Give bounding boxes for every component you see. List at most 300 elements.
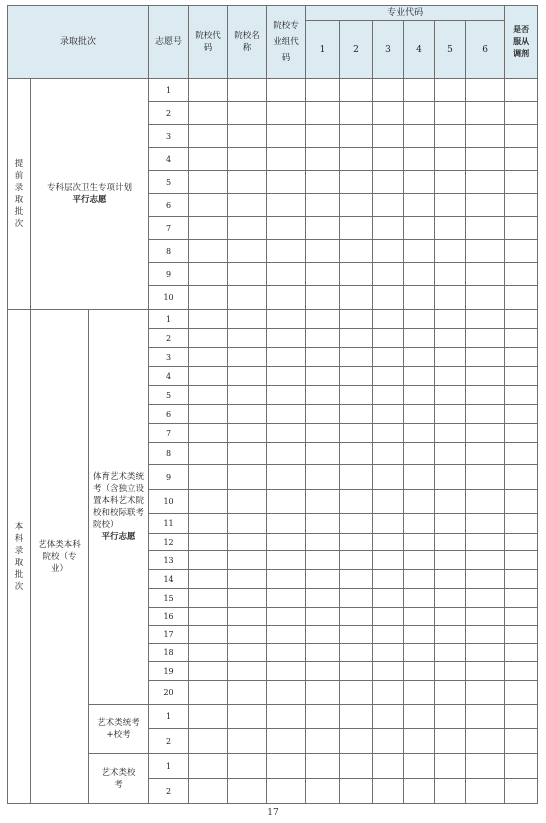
- early-row-6-major-4-cell[interactable]: [404, 194, 435, 217]
- unified-row-13-group-code-cell[interactable]: [267, 551, 306, 570]
- unified-row-3-major-6-cell[interactable]: [466, 348, 505, 367]
- unified-row-17-major-1-cell[interactable]: [306, 626, 340, 644]
- early-row-9-major-5-cell[interactable]: [435, 263, 466, 286]
- early-row-8-adjust-cell[interactable]: [505, 240, 538, 263]
- early-row-10-group-code-cell[interactable]: [267, 286, 306, 310]
- unified-row-12-school-name-cell[interactable]: [228, 534, 267, 551]
- unified-row-14-major-5-cell[interactable]: [435, 570, 466, 589]
- early-row-3-school-code-cell[interactable]: [189, 125, 228, 148]
- early-row-2-major-4-cell[interactable]: [404, 102, 435, 125]
- unified-row-19-school-name-cell[interactable]: [228, 662, 267, 681]
- unified-row-19-adjust-cell[interactable]: [505, 662, 538, 681]
- unified-row-6-major-2-cell[interactable]: [340, 405, 373, 424]
- school-exam-row-2-major-6-cell[interactable]: [466, 779, 505, 804]
- unified-row-9-major-3-cell[interactable]: [373, 465, 404, 490]
- unified-row-11-major-3-cell[interactable]: [373, 514, 404, 534]
- unified-row-8-major-4-cell[interactable]: [404, 443, 435, 465]
- unified-row-20-major-4-cell[interactable]: [404, 681, 435, 705]
- unified-row-13-major-3-cell[interactable]: [373, 551, 404, 570]
- early-row-9-major-6-cell[interactable]: [466, 263, 505, 286]
- school-exam-row-2-adjust-cell[interactable]: [505, 779, 538, 804]
- unified-row-16-major-6-cell[interactable]: [466, 608, 505, 626]
- joint-row-2-major-4-cell[interactable]: [404, 729, 435, 754]
- unified-row-15-major-4-cell[interactable]: [404, 589, 435, 608]
- early-row-10-school-name-cell[interactable]: [228, 286, 267, 310]
- unified-row-14-major-6-cell[interactable]: [466, 570, 505, 589]
- unified-row-20-major-5-cell[interactable]: [435, 681, 466, 705]
- early-row-1-school-code-cell[interactable]: [189, 79, 228, 102]
- unified-row-2-major-1-cell[interactable]: [306, 329, 340, 348]
- unified-row-2-school-code-cell[interactable]: [189, 329, 228, 348]
- unified-row-19-major-6-cell[interactable]: [466, 662, 505, 681]
- early-row-9-school-name-cell[interactable]: [228, 263, 267, 286]
- unified-row-7-group-code-cell[interactable]: [267, 424, 306, 443]
- unified-row-1-major-6-cell[interactable]: [466, 310, 505, 329]
- early-row-10-school-code-cell[interactable]: [189, 286, 228, 310]
- unified-row-6-school-code-cell[interactable]: [189, 405, 228, 424]
- early-row-4-school-name-cell[interactable]: [228, 148, 267, 171]
- early-row-1-major-4-cell[interactable]: [404, 79, 435, 102]
- unified-row-8-major-1-cell[interactable]: [306, 443, 340, 465]
- unified-row-20-major-6-cell[interactable]: [466, 681, 505, 705]
- unified-row-5-major-3-cell[interactable]: [373, 386, 404, 405]
- early-row-5-major-3-cell[interactable]: [373, 171, 404, 194]
- unified-row-6-adjust-cell[interactable]: [505, 405, 538, 424]
- early-row-5-adjust-cell[interactable]: [505, 171, 538, 194]
- early-row-9-major-3-cell[interactable]: [373, 263, 404, 286]
- school-exam-row-1-major-3-cell[interactable]: [373, 754, 404, 779]
- unified-row-19-group-code-cell[interactable]: [267, 662, 306, 681]
- unified-row-15-major-6-cell[interactable]: [466, 589, 505, 608]
- joint-row-1-school-name-cell[interactable]: [228, 705, 267, 729]
- unified-row-12-group-code-cell[interactable]: [267, 534, 306, 551]
- school-exam-row-1-school-code-cell[interactable]: [189, 754, 228, 779]
- unified-row-18-school-code-cell[interactable]: [189, 644, 228, 662]
- early-row-5-major-2-cell[interactable]: [340, 171, 373, 194]
- unified-row-12-major-4-cell[interactable]: [404, 534, 435, 551]
- unified-row-18-major-6-cell[interactable]: [466, 644, 505, 662]
- unified-row-7-major-5-cell[interactable]: [435, 424, 466, 443]
- joint-row-1-major-5-cell[interactable]: [435, 705, 466, 729]
- unified-row-17-major-6-cell[interactable]: [466, 626, 505, 644]
- unified-row-9-major-1-cell[interactable]: [306, 465, 340, 490]
- early-row-3-major-1-cell[interactable]: [306, 125, 340, 148]
- unified-row-5-major-6-cell[interactable]: [466, 386, 505, 405]
- unified-row-13-major-2-cell[interactable]: [340, 551, 373, 570]
- unified-row-18-major-5-cell[interactable]: [435, 644, 466, 662]
- unified-row-12-school-code-cell[interactable]: [189, 534, 228, 551]
- unified-row-12-adjust-cell[interactable]: [505, 534, 538, 551]
- unified-row-2-adjust-cell[interactable]: [505, 329, 538, 348]
- unified-row-18-group-code-cell[interactable]: [267, 644, 306, 662]
- unified-row-10-major-6-cell[interactable]: [466, 490, 505, 514]
- unified-row-14-major-3-cell[interactable]: [373, 570, 404, 589]
- unified-row-10-group-code-cell[interactable]: [267, 490, 306, 514]
- early-row-7-major-4-cell[interactable]: [404, 217, 435, 240]
- unified-row-9-major-5-cell[interactable]: [435, 465, 466, 490]
- joint-row-1-major-6-cell[interactable]: [466, 705, 505, 729]
- unified-row-14-group-code-cell[interactable]: [267, 570, 306, 589]
- unified-row-1-major-4-cell[interactable]: [404, 310, 435, 329]
- unified-row-6-school-name-cell[interactable]: [228, 405, 267, 424]
- unified-row-15-major-1-cell[interactable]: [306, 589, 340, 608]
- unified-row-8-adjust-cell[interactable]: [505, 443, 538, 465]
- joint-row-1-group-code-cell[interactable]: [267, 705, 306, 729]
- unified-row-18-school-name-cell[interactable]: [228, 644, 267, 662]
- early-row-1-major-5-cell[interactable]: [435, 79, 466, 102]
- unified-row-5-major-2-cell[interactable]: [340, 386, 373, 405]
- unified-row-15-major-5-cell[interactable]: [435, 589, 466, 608]
- unified-row-2-major-6-cell[interactable]: [466, 329, 505, 348]
- early-row-6-major-3-cell[interactable]: [373, 194, 404, 217]
- early-row-6-major-6-cell[interactable]: [466, 194, 505, 217]
- unified-row-8-major-2-cell[interactable]: [340, 443, 373, 465]
- unified-row-12-major-1-cell[interactable]: [306, 534, 340, 551]
- unified-row-8-major-5-cell[interactable]: [435, 443, 466, 465]
- early-row-8-major-6-cell[interactable]: [466, 240, 505, 263]
- unified-row-4-school-name-cell[interactable]: [228, 367, 267, 386]
- unified-row-7-major-2-cell[interactable]: [340, 424, 373, 443]
- unified-row-5-major-5-cell[interactable]: [435, 386, 466, 405]
- unified-row-11-school-code-cell[interactable]: [189, 514, 228, 534]
- unified-row-3-group-code-cell[interactable]: [267, 348, 306, 367]
- unified-row-6-major-4-cell[interactable]: [404, 405, 435, 424]
- unified-row-3-major-4-cell[interactable]: [404, 348, 435, 367]
- unified-row-14-major-1-cell[interactable]: [306, 570, 340, 589]
- unified-row-2-school-name-cell[interactable]: [228, 329, 267, 348]
- joint-row-2-major-6-cell[interactable]: [466, 729, 505, 754]
- early-row-6-school-code-cell[interactable]: [189, 194, 228, 217]
- unified-row-17-adjust-cell[interactable]: [505, 626, 538, 644]
- unified-row-16-major-1-cell[interactable]: [306, 608, 340, 626]
- unified-row-6-group-code-cell[interactable]: [267, 405, 306, 424]
- early-row-1-group-code-cell[interactable]: [267, 79, 306, 102]
- unified-row-9-adjust-cell[interactable]: [505, 465, 538, 490]
- early-row-7-major-3-cell[interactable]: [373, 217, 404, 240]
- early-row-7-adjust-cell[interactable]: [505, 217, 538, 240]
- unified-row-2-major-2-cell[interactable]: [340, 329, 373, 348]
- unified-row-11-adjust-cell[interactable]: [505, 514, 538, 534]
- unified-row-1-major-1-cell[interactable]: [306, 310, 340, 329]
- unified-row-16-major-5-cell[interactable]: [435, 608, 466, 626]
- joint-row-2-major-5-cell[interactable]: [435, 729, 466, 754]
- unified-row-19-major-4-cell[interactable]: [404, 662, 435, 681]
- early-row-3-major-3-cell[interactable]: [373, 125, 404, 148]
- joint-row-1-major-3-cell[interactable]: [373, 705, 404, 729]
- unified-row-20-major-3-cell[interactable]: [373, 681, 404, 705]
- unified-row-13-school-code-cell[interactable]: [189, 551, 228, 570]
- early-row-3-group-code-cell[interactable]: [267, 125, 306, 148]
- unified-row-4-major-6-cell[interactable]: [466, 367, 505, 386]
- unified-row-19-major-1-cell[interactable]: [306, 662, 340, 681]
- early-row-9-major-4-cell[interactable]: [404, 263, 435, 286]
- unified-row-18-major-3-cell[interactable]: [373, 644, 404, 662]
- unified-row-18-major-2-cell[interactable]: [340, 644, 373, 662]
- early-row-4-major-5-cell[interactable]: [435, 148, 466, 171]
- unified-row-12-major-2-cell[interactable]: [340, 534, 373, 551]
- unified-row-13-school-name-cell[interactable]: [228, 551, 267, 570]
- early-row-8-major-4-cell[interactable]: [404, 240, 435, 263]
- early-row-7-school-code-cell[interactable]: [189, 217, 228, 240]
- early-row-9-adjust-cell[interactable]: [505, 263, 538, 286]
- unified-row-19-major-5-cell[interactable]: [435, 662, 466, 681]
- unified-row-2-major-3-cell[interactable]: [373, 329, 404, 348]
- unified-row-8-school-name-cell[interactable]: [228, 443, 267, 465]
- early-row-4-major-6-cell[interactable]: [466, 148, 505, 171]
- unified-row-13-major-6-cell[interactable]: [466, 551, 505, 570]
- unified-row-20-group-code-cell[interactable]: [267, 681, 306, 705]
- unified-row-1-major-5-cell[interactable]: [435, 310, 466, 329]
- early-row-2-adjust-cell[interactable]: [505, 102, 538, 125]
- early-row-4-school-code-cell[interactable]: [189, 148, 228, 171]
- unified-row-11-major-1-cell[interactable]: [306, 514, 340, 534]
- unified-row-10-major-1-cell[interactable]: [306, 490, 340, 514]
- unified-row-4-major-4-cell[interactable]: [404, 367, 435, 386]
- early-row-8-major-1-cell[interactable]: [306, 240, 340, 263]
- unified-row-9-school-name-cell[interactable]: [228, 465, 267, 490]
- unified-row-8-major-6-cell[interactable]: [466, 443, 505, 465]
- unified-row-13-major-5-cell[interactable]: [435, 551, 466, 570]
- school-exam-row-1-major-1-cell[interactable]: [306, 754, 340, 779]
- early-row-7-major-2-cell[interactable]: [340, 217, 373, 240]
- unified-row-15-major-2-cell[interactable]: [340, 589, 373, 608]
- early-row-8-school-code-cell[interactable]: [189, 240, 228, 263]
- early-row-8-group-code-cell[interactable]: [267, 240, 306, 263]
- unified-row-14-major-2-cell[interactable]: [340, 570, 373, 589]
- unified-row-14-adjust-cell[interactable]: [505, 570, 538, 589]
- unified-row-14-major-4-cell[interactable]: [404, 570, 435, 589]
- early-row-7-group-code-cell[interactable]: [267, 217, 306, 240]
- unified-row-5-major-4-cell[interactable]: [404, 386, 435, 405]
- unified-row-17-major-2-cell[interactable]: [340, 626, 373, 644]
- unified-row-5-group-code-cell[interactable]: [267, 386, 306, 405]
- unified-row-20-major-2-cell[interactable]: [340, 681, 373, 705]
- early-row-9-group-code-cell[interactable]: [267, 263, 306, 286]
- unified-row-12-major-5-cell[interactable]: [435, 534, 466, 551]
- unified-row-9-major-6-cell[interactable]: [466, 465, 505, 490]
- unified-row-3-school-name-cell[interactable]: [228, 348, 267, 367]
- unified-row-8-school-code-cell[interactable]: [189, 443, 228, 465]
- early-row-2-major-1-cell[interactable]: [306, 102, 340, 125]
- unified-row-4-major-5-cell[interactable]: [435, 367, 466, 386]
- joint-row-2-adjust-cell[interactable]: [505, 729, 538, 754]
- school-exam-row-1-major-2-cell[interactable]: [340, 754, 373, 779]
- school-exam-row-2-major-1-cell[interactable]: [306, 779, 340, 804]
- unified-row-9-school-code-cell[interactable]: [189, 465, 228, 490]
- unified-row-14-school-name-cell[interactable]: [228, 570, 267, 589]
- early-row-1-major-2-cell[interactable]: [340, 79, 373, 102]
- early-row-4-major-2-cell[interactable]: [340, 148, 373, 171]
- early-row-6-adjust-cell[interactable]: [505, 194, 538, 217]
- early-row-5-school-code-cell[interactable]: [189, 171, 228, 194]
- unified-row-7-major-6-cell[interactable]: [466, 424, 505, 443]
- unified-row-20-adjust-cell[interactable]: [505, 681, 538, 705]
- unified-row-17-major-5-cell[interactable]: [435, 626, 466, 644]
- early-row-1-major-6-cell[interactable]: [466, 79, 505, 102]
- unified-row-9-group-code-cell[interactable]: [267, 465, 306, 490]
- early-row-6-major-1-cell[interactable]: [306, 194, 340, 217]
- unified-row-11-major-4-cell[interactable]: [404, 514, 435, 534]
- unified-row-15-school-code-cell[interactable]: [189, 589, 228, 608]
- unified-row-18-major-4-cell[interactable]: [404, 644, 435, 662]
- early-row-8-school-name-cell[interactable]: [228, 240, 267, 263]
- early-row-2-major-3-cell[interactable]: [373, 102, 404, 125]
- unified-row-16-school-code-cell[interactable]: [189, 608, 228, 626]
- early-row-1-adjust-cell[interactable]: [505, 79, 538, 102]
- unified-row-1-school-name-cell[interactable]: [228, 310, 267, 329]
- school-exam-row-1-adjust-cell[interactable]: [505, 754, 538, 779]
- school-exam-row-1-major-5-cell[interactable]: [435, 754, 466, 779]
- early-row-5-group-code-cell[interactable]: [267, 171, 306, 194]
- early-row-5-major-1-cell[interactable]: [306, 171, 340, 194]
- unified-row-10-adjust-cell[interactable]: [505, 490, 538, 514]
- unified-row-16-adjust-cell[interactable]: [505, 608, 538, 626]
- unified-row-16-major-4-cell[interactable]: [404, 608, 435, 626]
- joint-row-1-major-2-cell[interactable]: [340, 705, 373, 729]
- unified-row-4-major-2-cell[interactable]: [340, 367, 373, 386]
- unified-row-13-major-4-cell[interactable]: [404, 551, 435, 570]
- unified-row-3-major-5-cell[interactable]: [435, 348, 466, 367]
- unified-row-1-school-code-cell[interactable]: [189, 310, 228, 329]
- early-row-4-major-3-cell[interactable]: [373, 148, 404, 171]
- unified-row-16-major-3-cell[interactable]: [373, 608, 404, 626]
- school-exam-row-2-major-4-cell[interactable]: [404, 779, 435, 804]
- unified-row-7-school-code-cell[interactable]: [189, 424, 228, 443]
- unified-row-7-adjust-cell[interactable]: [505, 424, 538, 443]
- early-row-10-major-5-cell[interactable]: [435, 286, 466, 310]
- unified-row-5-major-1-cell[interactable]: [306, 386, 340, 405]
- early-row-3-major-2-cell[interactable]: [340, 125, 373, 148]
- early-row-1-school-name-cell[interactable]: [228, 79, 267, 102]
- unified-row-1-major-3-cell[interactable]: [373, 310, 404, 329]
- early-row-5-major-5-cell[interactable]: [435, 171, 466, 194]
- school-exam-row-1-major-6-cell[interactable]: [466, 754, 505, 779]
- unified-row-18-adjust-cell[interactable]: [505, 644, 538, 662]
- early-row-7-major-6-cell[interactable]: [466, 217, 505, 240]
- early-row-3-major-5-cell[interactable]: [435, 125, 466, 148]
- unified-row-14-school-code-cell[interactable]: [189, 570, 228, 589]
- unified-row-4-school-code-cell[interactable]: [189, 367, 228, 386]
- joint-row-2-group-code-cell[interactable]: [267, 729, 306, 754]
- early-row-10-major-6-cell[interactable]: [466, 286, 505, 310]
- early-row-10-major-3-cell[interactable]: [373, 286, 404, 310]
- early-row-6-school-name-cell[interactable]: [228, 194, 267, 217]
- unified-row-19-school-code-cell[interactable]: [189, 662, 228, 681]
- unified-row-6-major-1-cell[interactable]: [306, 405, 340, 424]
- early-row-7-major-1-cell[interactable]: [306, 217, 340, 240]
- unified-row-20-school-code-cell[interactable]: [189, 681, 228, 705]
- early-row-8-major-5-cell[interactable]: [435, 240, 466, 263]
- unified-row-10-major-2-cell[interactable]: [340, 490, 373, 514]
- early-row-9-school-code-cell[interactable]: [189, 263, 228, 286]
- early-row-7-school-name-cell[interactable]: [228, 217, 267, 240]
- unified-row-16-major-2-cell[interactable]: [340, 608, 373, 626]
- unified-row-12-major-6-cell[interactable]: [466, 534, 505, 551]
- joint-row-1-major-4-cell[interactable]: [404, 705, 435, 729]
- unified-row-18-major-1-cell[interactable]: [306, 644, 340, 662]
- unified-row-11-major-5-cell[interactable]: [435, 514, 466, 534]
- unified-row-12-major-3-cell[interactable]: [373, 534, 404, 551]
- unified-row-17-major-3-cell[interactable]: [373, 626, 404, 644]
- early-row-4-major-1-cell[interactable]: [306, 148, 340, 171]
- unified-row-20-major-1-cell[interactable]: [306, 681, 340, 705]
- early-row-4-major-4-cell[interactable]: [404, 148, 435, 171]
- school-exam-row-1-group-code-cell[interactable]: [267, 754, 306, 779]
- unified-row-6-major-5-cell[interactable]: [435, 405, 466, 424]
- school-exam-row-2-group-code-cell[interactable]: [267, 779, 306, 804]
- early-row-2-school-name-cell[interactable]: [228, 102, 267, 125]
- early-row-2-school-code-cell[interactable]: [189, 102, 228, 125]
- unified-row-10-major-4-cell[interactable]: [404, 490, 435, 514]
- unified-row-15-adjust-cell[interactable]: [505, 589, 538, 608]
- early-row-5-major-4-cell[interactable]: [404, 171, 435, 194]
- early-row-3-adjust-cell[interactable]: [505, 125, 538, 148]
- unified-row-11-major-2-cell[interactable]: [340, 514, 373, 534]
- joint-row-1-school-code-cell[interactable]: [189, 705, 228, 729]
- unified-row-19-major-3-cell[interactable]: [373, 662, 404, 681]
- unified-row-4-adjust-cell[interactable]: [505, 367, 538, 386]
- unified-row-3-adjust-cell[interactable]: [505, 348, 538, 367]
- unified-row-5-school-code-cell[interactable]: [189, 386, 228, 405]
- early-row-9-major-2-cell[interactable]: [340, 263, 373, 286]
- unified-row-4-major-1-cell[interactable]: [306, 367, 340, 386]
- unified-row-15-school-name-cell[interactable]: [228, 589, 267, 608]
- unified-row-9-major-4-cell[interactable]: [404, 465, 435, 490]
- unified-row-7-major-4-cell[interactable]: [404, 424, 435, 443]
- unified-row-11-major-6-cell[interactable]: [466, 514, 505, 534]
- early-row-10-major-4-cell[interactable]: [404, 286, 435, 310]
- unified-row-1-adjust-cell[interactable]: [505, 310, 538, 329]
- early-row-5-school-name-cell[interactable]: [228, 171, 267, 194]
- unified-row-11-group-code-cell[interactable]: [267, 514, 306, 534]
- early-row-2-group-code-cell[interactable]: [267, 102, 306, 125]
- joint-row-1-adjust-cell[interactable]: [505, 705, 538, 729]
- unified-row-10-major-5-cell[interactable]: [435, 490, 466, 514]
- unified-row-8-major-3-cell[interactable]: [373, 443, 404, 465]
- school-exam-row-2-major-3-cell[interactable]: [373, 779, 404, 804]
- unified-row-3-major-2-cell[interactable]: [340, 348, 373, 367]
- joint-row-2-school-code-cell[interactable]: [189, 729, 228, 754]
- school-exam-row-2-major-5-cell[interactable]: [435, 779, 466, 804]
- early-row-10-major-1-cell[interactable]: [306, 286, 340, 310]
- unified-row-16-group-code-cell[interactable]: [267, 608, 306, 626]
- joint-row-2-major-3-cell[interactable]: [373, 729, 404, 754]
- unified-row-1-major-2-cell[interactable]: [340, 310, 373, 329]
- school-exam-row-1-school-name-cell[interactable]: [228, 754, 267, 779]
- early-row-4-adjust-cell[interactable]: [505, 148, 538, 171]
- unified-row-2-major-4-cell[interactable]: [404, 329, 435, 348]
- early-row-3-major-6-cell[interactable]: [466, 125, 505, 148]
- unified-row-8-group-code-cell[interactable]: [267, 443, 306, 465]
- unified-row-13-adjust-cell[interactable]: [505, 551, 538, 570]
- unified-row-13-major-1-cell[interactable]: [306, 551, 340, 570]
- early-row-2-major-5-cell[interactable]: [435, 102, 466, 125]
- unified-row-7-major-3-cell[interactable]: [373, 424, 404, 443]
- joint-row-2-major-2-cell[interactable]: [340, 729, 373, 754]
- unified-row-10-major-3-cell[interactable]: [373, 490, 404, 514]
- unified-row-7-major-1-cell[interactable]: [306, 424, 340, 443]
- unified-row-3-major-3-cell[interactable]: [373, 348, 404, 367]
- early-row-8-major-3-cell[interactable]: [373, 240, 404, 263]
- unified-row-3-school-code-cell[interactable]: [189, 348, 228, 367]
- early-row-3-major-4-cell[interactable]: [404, 125, 435, 148]
- early-row-8-major-2-cell[interactable]: [340, 240, 373, 263]
- early-row-6-major-2-cell[interactable]: [340, 194, 373, 217]
- unified-row-2-group-code-cell[interactable]: [267, 329, 306, 348]
- early-row-7-major-5-cell[interactable]: [435, 217, 466, 240]
- unified-row-10-school-name-cell[interactable]: [228, 490, 267, 514]
- joint-row-2-school-name-cell[interactable]: [228, 729, 267, 754]
